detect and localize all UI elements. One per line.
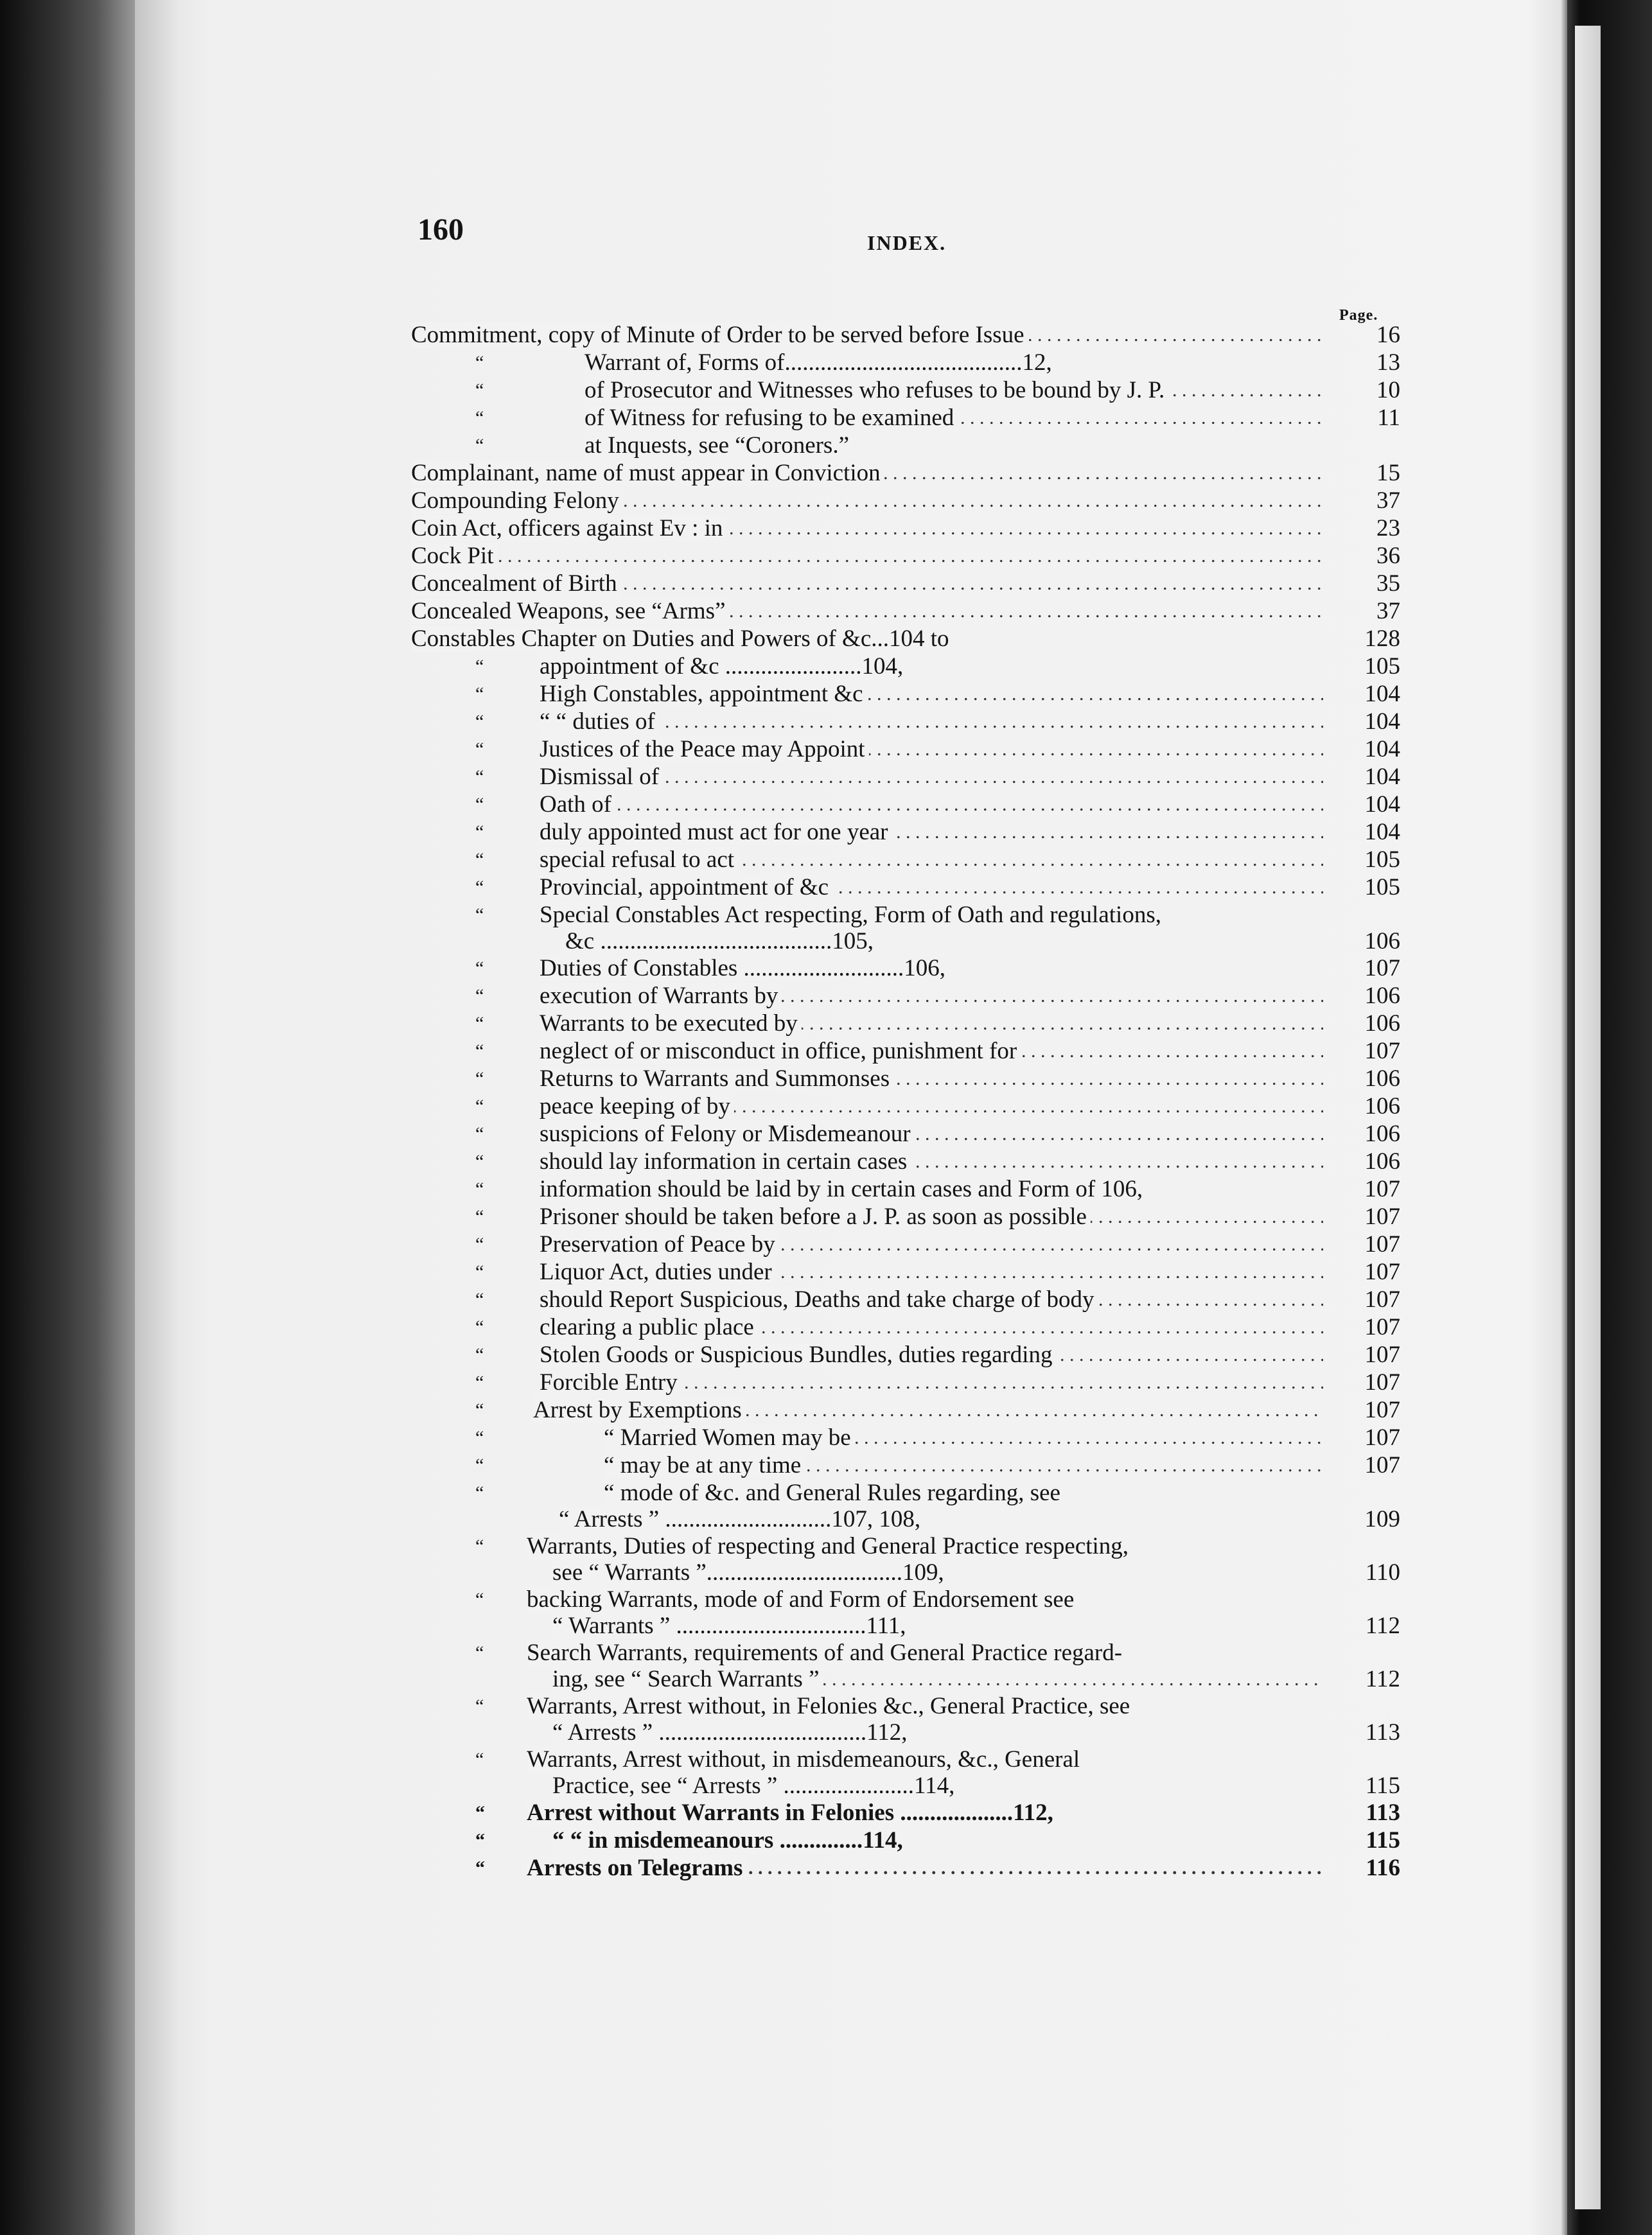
page-reference: 104 [1364,708,1400,735]
index-entry [411,1720,1400,1746]
index-entry [411,1613,1400,1639]
ditto-mark: “ [475,985,484,1006]
page-reference: 11 [1377,405,1400,431]
entry-text: suspicions of Felony or Misdemeanour [540,1121,915,1147]
entry-text: at Inquests, see “Coroners.” [584,432,853,459]
ditto-mark: “ [475,766,484,787]
entry-text: of Witness for refusing to be examined [584,405,958,431]
page-reference: 112 [1365,1613,1400,1639]
index-entry [411,1313,1400,1341]
index-entry [411,514,1400,542]
facing-page-sliver [1575,26,1601,2209]
entry-text: Coin Act, officers against Ev : in [411,515,726,541]
index-entry [411,1286,1400,1313]
index-entry [411,1507,1400,1532]
index-entry [411,1203,1400,1231]
index-entry [411,349,1400,376]
entry-text: “ may be at any time [604,1452,805,1478]
entry-text: ing, see “ Search Warrants ” [552,1667,823,1692]
ditto-mark: “ [475,1344,484,1365]
index-entry [411,1827,1400,1854]
page-column-label: Page. [1339,307,1378,324]
ditto-mark: “ [475,1696,484,1717]
entry-text: Duties of Constables ...........................106, [540,955,949,981]
entry-text: Oath of [540,791,615,818]
page-reference: 104 [1364,736,1400,762]
page-reference: 37 [1376,598,1400,624]
index-entry [411,1532,1400,1560]
index-entry [411,653,1400,680]
index-entry [411,570,1400,597]
ditto-mark: “ [475,739,484,760]
page-reference: 107 [1364,1369,1400,1396]
index-entry [411,1586,1400,1613]
ditto-mark: “ [475,849,484,870]
ditto-mark: “ [475,1372,484,1393]
page-reference: 112 [1365,1666,1400,1692]
page-reference: 37 [1376,487,1400,514]
entry-text: Compounding Felony [411,487,623,514]
index-entry [411,1799,1400,1827]
ditto-mark: “ [475,1151,484,1172]
entry-text: Arrest without Warrants in Felonies ...................112, [527,1800,1057,1826]
ditto-mark: “ [475,380,484,401]
ditto-mark: “ [475,1830,485,1851]
page-reference: 107 [1364,1314,1400,1340]
ditto-mark: “ [475,1589,484,1610]
entry-text: “ mode of &c. and General Rules regarding, see [604,1480,1064,1506]
entry-text: Concealed Weapons, see “Arms” [411,598,730,624]
index-entry [411,1667,1400,1692]
ditto-mark: “ [475,1317,484,1338]
page-reference: 104 [1364,819,1400,845]
ditto-mark: “ [475,711,484,732]
entry-text: “ “ in misdemeanours ..............114, [552,1827,907,1854]
ditto-mark: “ [475,1642,484,1663]
page-reference: 16 [1376,322,1400,348]
page-reference: 107 [1364,1204,1400,1230]
ditto-mark: “ [475,1455,484,1476]
ditto-mark: “ [475,1068,484,1089]
ditto-mark: “ [475,1123,484,1144]
page-reference: 35 [1376,570,1400,597]
ditto-mark: “ [475,1040,484,1062]
page-reference: 104 [1364,764,1400,790]
ditto-mark: “ [475,958,484,979]
entry-text: of Prosecutor and Witnesses who refuses to be bound by J. P. [584,377,1168,403]
running-title: INDEX. [867,231,947,254]
index-entries [411,321,1400,1882]
index-entry [411,1479,1400,1507]
ditto-mark: “ [475,1802,485,1823]
page-reference: 107 [1364,1259,1400,1285]
index-entry [411,901,1400,929]
index-entry [411,1773,1400,1799]
page-reference: 105 [1364,846,1400,873]
page-reference: 13 [1376,349,1400,376]
page-reference: 106 [1364,928,1400,954]
entry-text: Liquor Act, duties under [540,1259,776,1285]
entry-text: Arrest by Exemptions [533,1397,746,1423]
index-entry [411,1148,1400,1175]
page-reference: 107 [1364,1286,1400,1313]
index-entry [411,1746,1400,1773]
book-spine-shadow [0,0,135,2235]
index-entry [411,597,1400,625]
ditto-mark: “ [475,1096,484,1117]
index-entry [411,1065,1400,1092]
ditto-mark: “ [475,821,484,843]
index-entry [411,680,1400,708]
page-reference: 23 [1376,515,1400,541]
index-entry [411,791,1400,818]
entry-text: should lay information in certain cases [540,1148,911,1175]
ditto-mark: “ [475,904,484,925]
entry-text: peace keeping of by [540,1093,734,1119]
index-entry [411,625,1400,653]
index-entry [411,1092,1400,1120]
index-entry [411,542,1400,570]
index-entry [411,873,1400,901]
index-entry [411,1854,1400,1882]
page-reference: 104 [1364,681,1400,707]
index-entry [411,1037,1400,1065]
ditto-mark: “ [475,683,484,705]
page-reference: 36 [1376,543,1400,569]
page-reference: 105 [1364,653,1400,679]
page-reference: 10 [1376,377,1400,403]
page-reference: 104 [1364,791,1400,818]
ditto-mark: “ [475,1234,484,1255]
index-entry [411,1639,1400,1667]
entry-text: Warrants, Duties of respecting and General Practice respecting, [527,1533,1132,1559]
page-reference: 106 [1364,1121,1400,1147]
page-reference: 107 [1364,955,1400,981]
ditto-mark: “ [475,1427,484,1448]
entry-text: backing Warrants, mode of and Form of Endorsement see [527,1586,1078,1613]
page-reference: 115 [1366,1827,1400,1854]
index-entry [411,735,1400,763]
entry-text: Stolen Goods or Suspicious Bundles, duties regarding [540,1342,1057,1368]
entry-text: Prisoner should be taken before a J. P. as soon as possible [540,1204,1091,1230]
entry-text: Practice, see “ Arrests ” ......................114, [552,1773,958,1799]
ditto-mark: “ [475,1536,484,1557]
ditto-mark: “ [475,1261,484,1283]
entry-text: Special Constables Act respecting, Form of Oath and regulations, [540,902,1165,928]
ditto-mark: “ [475,407,484,428]
index-entry [411,459,1400,487]
page-reference: 107 [1364,1452,1400,1478]
ditto-mark: “ [475,877,484,898]
entry-text: information should be laid by in certain cases and Form of 106, [540,1176,1147,1202]
entry-text: neglect of or misconduct in office, punishment for [540,1038,1021,1064]
index-entry [411,846,1400,873]
ditto-mark: “ [475,1399,484,1421]
entry-text: Cock Pit [411,543,498,569]
index-entry [411,1560,1400,1586]
page-reference: 106 [1364,1010,1400,1037]
index-entry [411,1341,1400,1369]
ditto-mark: “ [475,1206,484,1227]
entry-text: &c .......................................105, [565,929,877,954]
ditto-mark: “ [475,1289,484,1310]
index-entry [411,376,1400,404]
page-reference: 107 [1364,1342,1400,1368]
ditto-mark: “ [475,656,484,677]
entry-text: “ Married Women may be [604,1424,855,1451]
page-reference: 109 [1364,1506,1400,1532]
ditto-mark: “ [475,1179,484,1200]
entry-text: special refusal to act [540,846,738,873]
page-reference: 110 [1365,1559,1400,1586]
index-entry [411,1451,1400,1479]
index-entry [411,404,1400,432]
index-entry [411,1396,1400,1424]
index-entry [411,432,1400,459]
entry-text: Forcible Entry [540,1369,681,1396]
index-entry [411,982,1400,1010]
index-entry [411,708,1400,735]
index-entry [411,929,1400,954]
page-reference: 107 [1364,1231,1400,1258]
page-reference: 113 [1366,1800,1400,1826]
entry-text: “ “ duties of [540,708,659,735]
entry-text: clearing a public place [540,1314,758,1340]
index-entry [411,1692,1400,1720]
index-entry [411,1369,1400,1396]
index-entry [411,818,1400,846]
entry-text: Warrants, Arrest without, in misdemeanours, &c., General [527,1746,1084,1773]
entry-text: Constables Chapter on Duties and Powers of &c...104 to [411,626,953,652]
ditto-mark: “ [475,1749,484,1770]
page-reference: 115 [1365,1773,1400,1799]
ditto-mark: “ [475,352,484,373]
entry-text: duly appointed must act for one year [540,819,892,845]
entry-text: Commitment, copy of Minute of Order to be served before Issue [411,322,1028,348]
index-entry [411,1424,1400,1451]
page-reference: 106 [1364,1148,1400,1175]
ditto-mark: “ [475,435,484,456]
entry-text: Search Warrants, requirements of and General Practice regard- [527,1640,1126,1666]
ditto-mark: “ [475,1013,484,1034]
index-entry [411,763,1400,791]
page-reference: 107 [1364,1397,1400,1423]
index-entry [411,954,1400,982]
entry-text: Arrests on Telegrams [527,1855,746,1881]
page-reference: 128 [1364,626,1400,652]
entry-text: Provincial, appointment of &c [540,874,832,900]
page-reference: 15 [1376,460,1400,486]
ditto-mark: “ [475,794,484,815]
index-entry [411,487,1400,514]
entry-text: Returns to Warrants and Summonses [540,1065,893,1092]
entry-text: Dismissal of [540,764,663,790]
page-reference: 106 [1364,1093,1400,1119]
entry-text: “ Warrants ” ................................111, [552,1613,910,1639]
index-entry [411,1120,1400,1148]
entry-text: High Constables, appointment &c [540,681,867,707]
ditto-mark: “ [475,1482,484,1503]
entry-text: Justices of the Peace may Appoint [540,736,869,762]
entry-text: “ Arrests ” ...................................112, [552,1720,911,1746]
page-reference: 113 [1365,1719,1400,1746]
ditto-mark: “ [475,1857,485,1879]
page-reference: 107 [1364,1424,1400,1451]
entry-text: Complainant, name of must appear in Conviction [411,460,884,486]
index-entry [411,1010,1400,1037]
entry-text: Warrants, Arrest without, in Felonies &c., General Practice, see [527,1693,1134,1719]
page-reference: 105 [1364,874,1400,900]
entry-text: execution of Warrants by [540,983,782,1009]
index-entry [411,1175,1400,1203]
entry-text: appointment of &c .......................104, [540,653,907,679]
entry-text: Concealment of Birth [411,570,621,597]
page-reference: 116 [1366,1855,1400,1881]
page-number: 160 [417,213,464,247]
page-reference: 107 [1364,1038,1400,1064]
page-reference: 106 [1364,1065,1400,1092]
page-reference: 107 [1364,1176,1400,1202]
page-reference: 106 [1364,983,1400,1009]
entry-text: should Report Suspicious, Deaths and take charge of body [540,1286,1098,1313]
index-entry [411,321,1400,349]
entry-text: “ Arrests ” ............................107, 108, [559,1507,924,1532]
index-entry [411,1231,1400,1258]
index-entry [411,1258,1400,1286]
entry-text: Warrants to be executed by [540,1010,802,1037]
entry-text: Warrant of, Forms of........................................12, [584,349,1056,376]
entry-text: Preservation of Peace by [540,1231,779,1258]
entry-text: see “ Warrants ”.................................109, [552,1560,948,1586]
